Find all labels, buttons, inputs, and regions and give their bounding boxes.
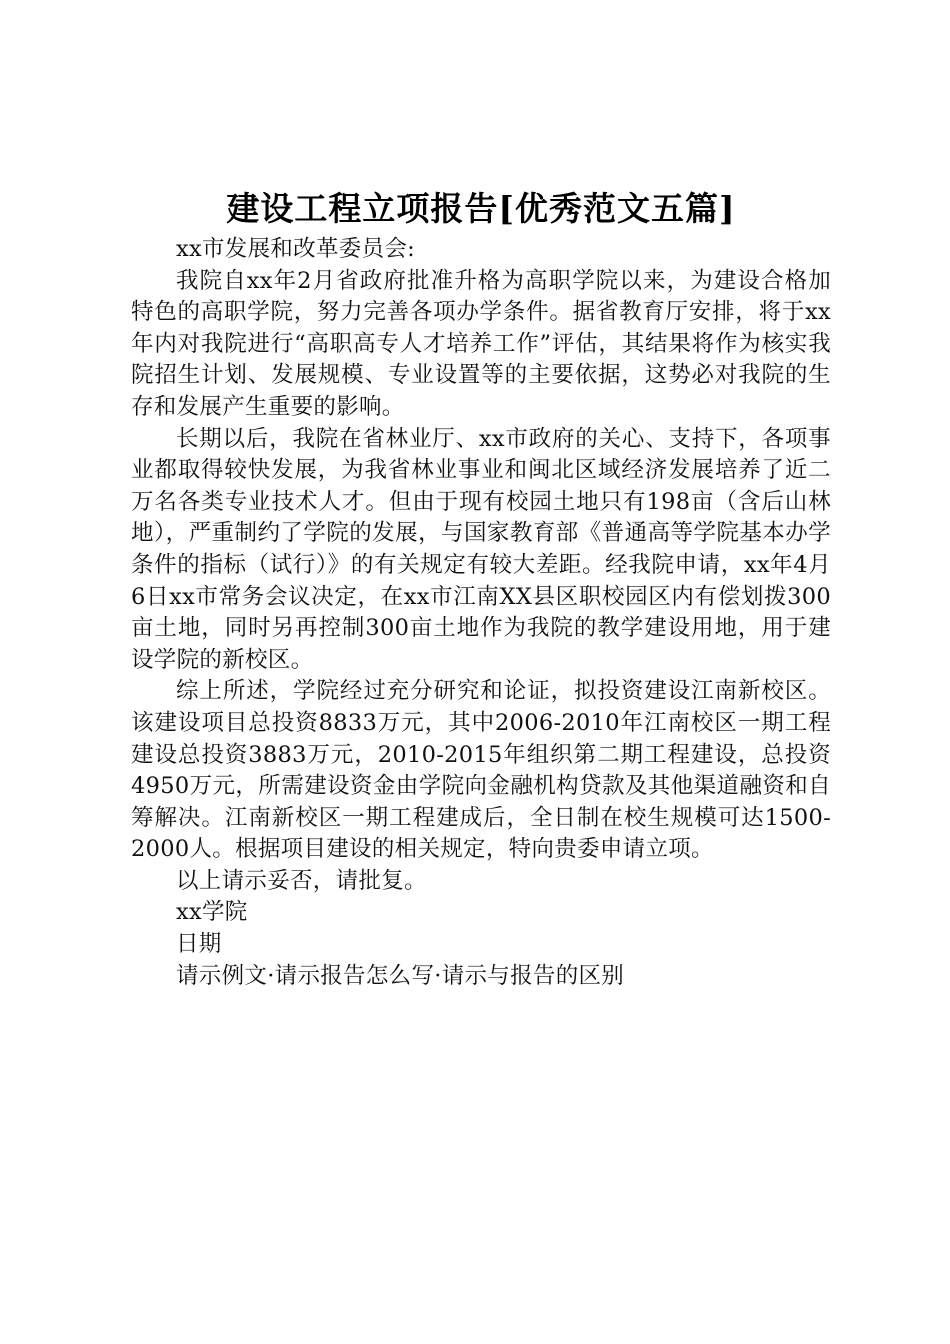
related-links: 请示例文·请示报告怎么写·请示与报告的区别 <box>176 962 625 989</box>
date-line: 日期 <box>176 931 222 958</box>
body-paragraph-3: 综上所述，学院经过充分研究和论证，拟投资建设江南新校区。该建设项目总投资8833万元，其中2006-2010年江南校区一期工程建设总投资3883万元，2010-2015年组织第二期工程建设，总投资4950万元，所需建设资金由学院向金融机构贷款及其他渠道融资和自筹解决。江南新校区一期工程建成后，全日制在校生规模可达1500-2000人。根据项目建设的相关规定，特向贵委申请立项。 <box>131 678 831 863</box>
body-paragraph-1: 我院自xx年2月省政府批准升格为高职学院以来，为建设合格加特色的高职学院，努力完善各项办学条件。据省教育厅安排，将于xx年内对我院进行“高职高专人才培养工作”评估，其结果将作为核实我院招生计划、发展规模、专业设置等的主要依据，这势必对我院的生存和发展产生重要的影响。 <box>131 267 831 420</box>
body-paragraph-2: 长期以后，我院在省林业厅、xx市政府的关心、支持下，各项事业都取得较快发展，为我省林业事业和闽北区域经济发展培养了近二万名各类专业技术人才。但由于现有校园土地只有198亩（含后山林地），严重制约了学院的发展，与国家教育部《普通高等学院基本办学条件的指标（试行）》的有关规定有较大差距。经我院申请，xx年4月6日xx市常务会议决定，在xx市江南XX县区职校园区内有偿划拨300亩土地，同时另再控制300亩土地作为我院的教学建设用地，用于建设学院的新校区。 <box>131 425 831 673</box>
closing-request: 以上请示妥否，请批复。 <box>176 867 427 894</box>
signature: xx学院 <box>176 899 248 926</box>
document-title: 建设工程立项报告[优秀范文五篇] <box>226 189 736 228</box>
document-page <box>131 184 831 992</box>
salutation: xx市发展和改革委员会: <box>176 236 416 262</box>
